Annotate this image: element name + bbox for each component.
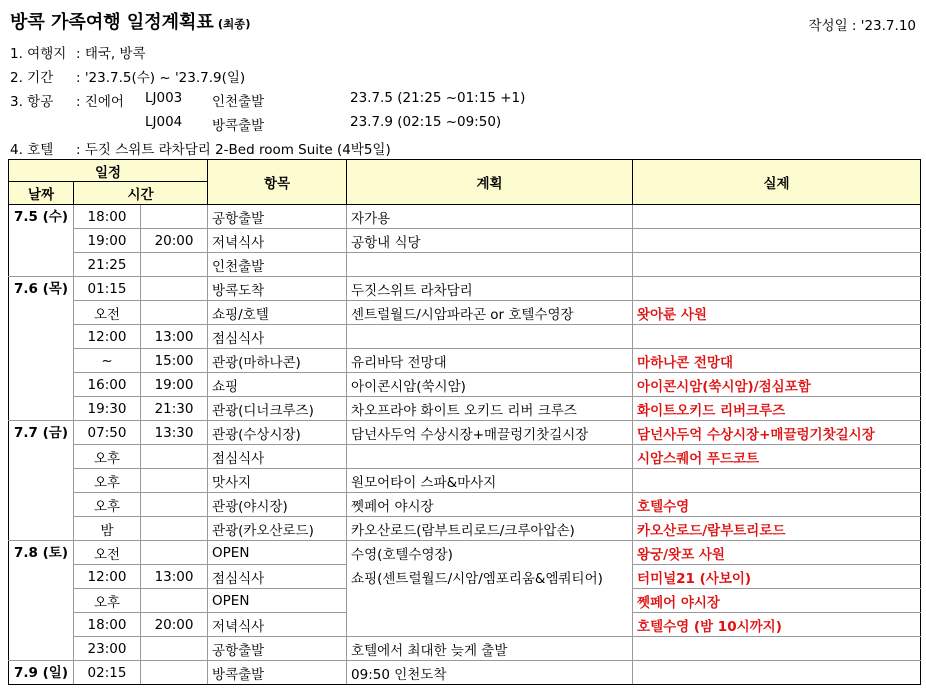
row-plan: 카오산로드(람부트리로드/크루아압손) xyxy=(347,517,633,541)
row-date: 7.9 (일) xyxy=(9,661,74,685)
table-row xyxy=(9,349,921,373)
row-start-time: 21:25 xyxy=(74,253,141,277)
table-row xyxy=(9,541,921,565)
info-destination: 1. 여행지 : 태국, 방콕 xyxy=(10,46,146,62)
row-start-time: 오후 xyxy=(74,493,141,517)
table-row xyxy=(9,493,921,517)
row-item: 관광(수상시장) xyxy=(208,421,347,445)
flight1-departure: 인천출발 xyxy=(212,94,265,110)
row-plan: 09:50 인천도착 xyxy=(347,661,633,685)
row-end-time: 21:30 xyxy=(141,397,208,421)
row-end-time xyxy=(141,253,208,277)
row-plan: 쇼핑(센트럴월드/시암/엠포리움&엠쿼티어) xyxy=(347,565,633,589)
row-end-time: 13:00 xyxy=(141,565,208,589)
row-end-time xyxy=(141,541,208,565)
row-actual xyxy=(633,253,921,277)
table-row xyxy=(9,565,921,589)
row-plan: 호텔에서 최대한 늦게 출발 xyxy=(347,637,633,661)
table-row xyxy=(9,517,921,541)
row-plan: 차오프라야 화이트 오키드 리버 크루즈 xyxy=(347,397,633,421)
row-item: 쇼핑/호텔 xyxy=(208,301,347,325)
row-item: 관광(카오산로드) xyxy=(208,517,347,541)
row-actual: 시암스퀘어 푸드코트 xyxy=(633,445,921,469)
row-item: 저녁식사 xyxy=(208,229,347,253)
row-actual: 왓아룬 사원 xyxy=(633,301,921,325)
row-item: 쇼핑 xyxy=(208,373,347,397)
row-date: 7.5 (수) xyxy=(9,205,74,277)
row-plan xyxy=(347,253,633,277)
row-item: 인천출발 xyxy=(208,253,347,277)
row-plan: 아이콘시암(쑥시암) xyxy=(347,373,633,397)
row-item: 방콕도착 xyxy=(208,277,347,301)
row-end-time xyxy=(141,493,208,517)
row-item: 저녁식사 xyxy=(208,613,347,637)
row-end-time xyxy=(141,661,208,685)
table-row xyxy=(9,301,921,325)
row-actual xyxy=(633,325,921,349)
row-start-time: 19:00 xyxy=(74,229,141,253)
written-date: 작성일 : '23.7.10 xyxy=(808,18,916,34)
row-actual: 담넌사두억 수상시장+매끌렁기찻길시장 xyxy=(633,421,921,445)
row-actual: 터미널21 (사보이) xyxy=(633,565,921,589)
row-actual xyxy=(633,661,921,685)
row-start-time: 오후 xyxy=(74,469,141,493)
header-plan: 계획 xyxy=(347,160,633,205)
row-actual xyxy=(633,205,921,229)
row-plan: 공항내 식당 xyxy=(347,229,633,253)
table-row xyxy=(9,637,921,661)
header-actual: 실제 xyxy=(633,160,921,205)
row-end-time xyxy=(141,445,208,469)
table-row xyxy=(9,373,921,397)
row-item: 방콕출발 xyxy=(208,661,347,685)
row-start-time: 오전 xyxy=(74,541,141,565)
table-row xyxy=(9,613,921,637)
row-plan: 원모어타이 스파&마사지 xyxy=(347,469,633,493)
row-date: 7.7 (금) xyxy=(9,421,74,541)
row-start-time: 07:50 xyxy=(74,421,141,445)
row-start-time: 오후 xyxy=(74,589,141,613)
row-start-time: 12:00 xyxy=(74,325,141,349)
row-end-time: 20:00 xyxy=(141,229,208,253)
row-start-time: 12:00 xyxy=(74,565,141,589)
row-item: 점심식사 xyxy=(208,325,347,349)
info-flight: 3. 항공 : 진에어 xyxy=(10,94,124,110)
row-actual: 호텔수영 xyxy=(633,493,921,517)
row-plan: 담넌사두억 수상시장+매끌렁기찻길시장 xyxy=(347,421,633,445)
row-actual: 마하나콘 전망대 xyxy=(633,349,921,373)
row-item: 관광(야시장) xyxy=(208,493,347,517)
row-start-time: 01:15 xyxy=(74,277,141,301)
row-actual xyxy=(633,229,921,253)
row-actual: 화이트오키드 리버크루즈 xyxy=(633,397,921,421)
row-plan xyxy=(347,589,633,613)
row-plan xyxy=(347,325,633,349)
row-end-time xyxy=(141,637,208,661)
row-item: 점심식사 xyxy=(208,445,347,469)
row-end-time: 15:00 xyxy=(141,349,208,373)
row-end-time: 20:00 xyxy=(141,613,208,637)
flight2-time: 23.7.9 (02:15 ~09:50) xyxy=(350,114,502,130)
row-plan: 쩻페어 야시장 xyxy=(347,493,633,517)
schedule-body xyxy=(9,205,921,685)
header-schedule: 일정 xyxy=(9,160,208,182)
row-item: OPEN xyxy=(208,589,347,613)
row-start-time: 오후 xyxy=(74,445,141,469)
flight1-time: 23.7.5 (21:25 ~01:15 +1) xyxy=(350,90,526,106)
title-note: (최종) xyxy=(217,17,251,31)
table-row xyxy=(9,469,921,493)
row-start-time: 18:00 xyxy=(74,205,141,229)
row-plan: 유리바닥 전망대 xyxy=(347,349,633,373)
row-start-time: 02:15 xyxy=(74,661,141,685)
row-actual: 호텔수영 (밤 10시까지) xyxy=(633,613,921,637)
row-plan: 자가용 xyxy=(347,205,633,229)
row-end-time: 13:00 xyxy=(141,325,208,349)
header-item: 항목 xyxy=(208,160,347,205)
row-start-time: 오전 xyxy=(74,301,141,325)
row-actual: 쩻페어 야시장 xyxy=(633,589,921,613)
row-start-time: 23:00 xyxy=(74,637,141,661)
row-actual xyxy=(633,637,921,661)
row-date: 7.6 (목) xyxy=(9,277,74,421)
row-item: 맛사지 xyxy=(208,469,347,493)
row-actual xyxy=(633,277,921,301)
row-end-time xyxy=(141,469,208,493)
table-row xyxy=(9,589,921,613)
row-end-time xyxy=(141,205,208,229)
page-title: 방콕 가족여행 일정계획표 (최종) xyxy=(10,12,251,33)
flight2-departure: 방콕출발 xyxy=(212,118,265,134)
row-start-time: 16:00 xyxy=(74,373,141,397)
row-start-time: 19:30 xyxy=(74,397,141,421)
row-end-time xyxy=(141,277,208,301)
row-item: OPEN xyxy=(208,541,347,565)
row-end-time: 13:30 xyxy=(141,421,208,445)
table-row xyxy=(9,661,921,685)
table-row xyxy=(9,253,921,277)
row-end-time xyxy=(141,301,208,325)
row-start-time: 밤 xyxy=(74,517,141,541)
row-item: 점심식사 xyxy=(208,565,347,589)
row-actual: 아이콘시암(쑥시암)/점심포함 xyxy=(633,373,921,397)
row-plan xyxy=(347,613,633,637)
row-date: 7.8 (토) xyxy=(9,541,74,661)
header-date: 날짜 xyxy=(9,182,74,205)
table-row xyxy=(9,229,921,253)
table-row xyxy=(9,325,921,349)
row-start-time: ~ xyxy=(74,349,141,373)
row-actual: 카오산로드/람부트리로드 xyxy=(633,517,921,541)
header-time: 시간 xyxy=(74,182,208,205)
row-start-time: 18:00 xyxy=(74,613,141,637)
schedule-table xyxy=(8,159,921,685)
flight2-number: LJ004 xyxy=(145,114,183,130)
table-row xyxy=(9,445,921,469)
table-row xyxy=(9,277,921,301)
row-actual xyxy=(633,469,921,493)
row-plan xyxy=(347,445,633,469)
row-item: 관광(디너크루즈) xyxy=(208,397,347,421)
table-row xyxy=(9,205,921,229)
row-item: 공항출발 xyxy=(208,205,347,229)
table-row xyxy=(9,421,921,445)
row-actual: 왕궁/왓포 사원 xyxy=(633,541,921,565)
flight1-number: LJ003 xyxy=(145,90,183,106)
row-item: 관광(마하나콘) xyxy=(208,349,347,373)
row-item: 공항출발 xyxy=(208,637,347,661)
info-period: 2. 기간 : '23.7.5(수) ~ '23.7.9(일) xyxy=(10,70,246,86)
row-end-time xyxy=(141,589,208,613)
row-plan: 센트럴월드/시암파라곤 or 호텔수영장 xyxy=(347,301,633,325)
row-plan: 두짓스위트 라차담리 xyxy=(347,277,633,301)
row-end-time: 19:00 xyxy=(141,373,208,397)
row-end-time xyxy=(141,517,208,541)
table-row xyxy=(9,397,921,421)
row-plan: 수영(호텔수영장) xyxy=(347,541,633,565)
info-hotel: 4. 호텔 : 두짓 스위트 라차담리 2-Bed room Suite (4박5일) xyxy=(10,142,391,158)
